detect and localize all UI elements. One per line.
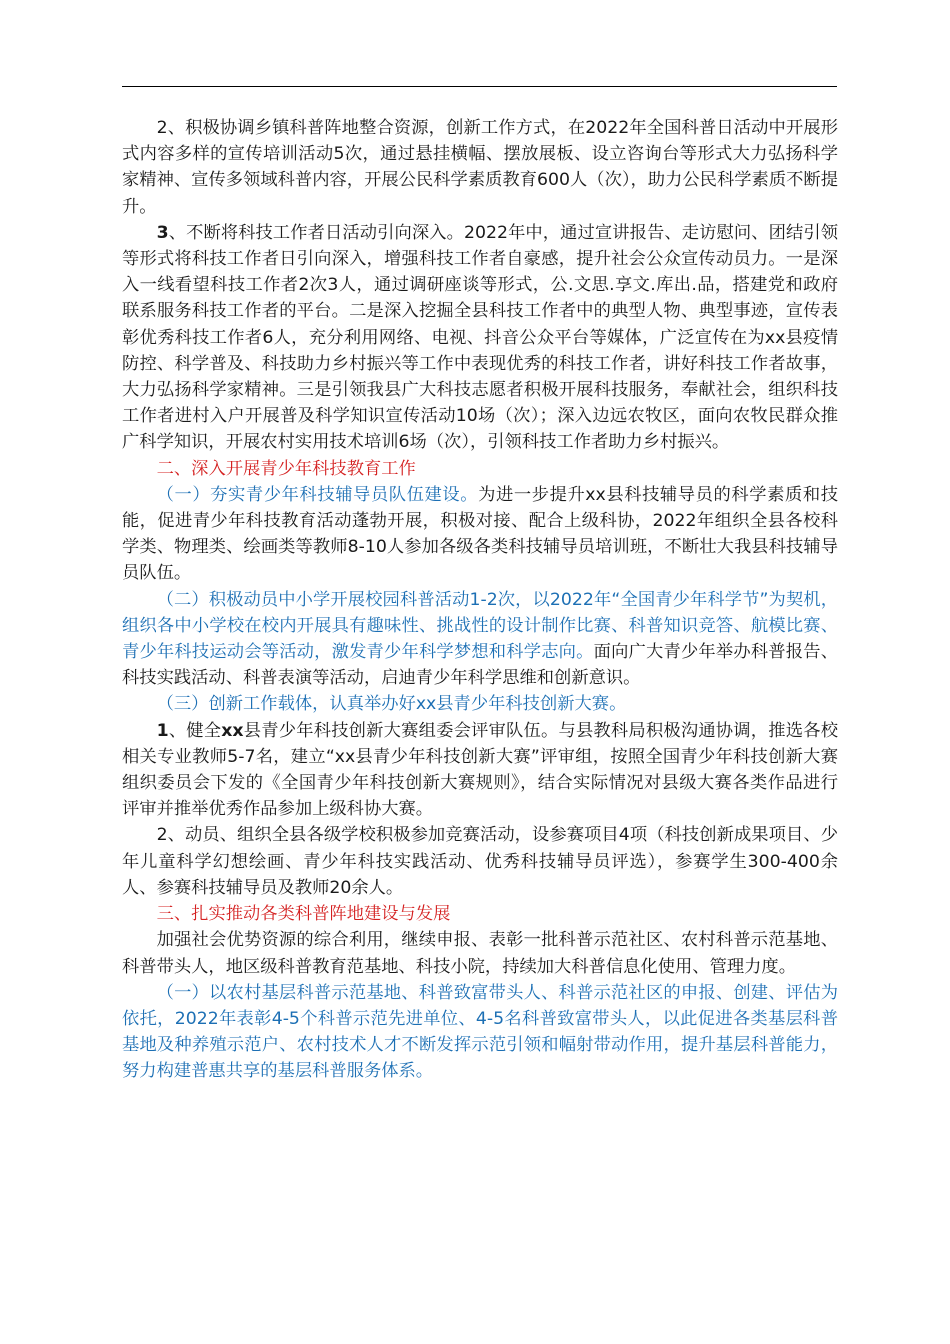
- county-placeholder: xx: [221, 720, 244, 741]
- section-heading-youth-education: 二、深入开展青少年科技教育工作: [156, 458, 416, 479]
- paragraph-text: 、不断将科技工作者日活动引向深入。2022年中，通过宣讲报告、走访慰问、团结引领等形式将科技工作者日引向深入，增强科技工作者自豪感，提升社会公众宣传动员力。一是深入一线看望科技工作者2次3人，通过调研座谈等形式，公.文思.享文.库出.品，搭建党和政府联系服务科技工作者的平台。二是深入挖掘全县科技工作者中的典型人物、典型事迹，宣传表彰优秀科技工作者6人，充分利用网络、电视、抖音公众平台等媒体，广泛宣传在为xx县疫情防控、科学普及、科技助力乡村振兴等工作中表现优秀的科技工作者，讲好科技工作者故事，大力弘扬科学家精神。三是引领我县广大科技志愿者积极开展科技服务，奉献社会，组织科技工作者进村入户开展普及科学知识宣传活动10场（次）；深入边远农牧区，面向农牧民群众推广科学知识，开展农村实用技术培训6场（次），引领科技工作者助力乡村振兴。: [122, 222, 838, 453]
- header-rule: [122, 86, 837, 87]
- paragraph-demonstration-bases: （一）以农村基层科普示范基地、科普致富带头人、科普示范社区的申报、创建、评估为依托，2022年表彰4-5个科普示范先进单位、4-5名科普致富带头人，以此促进各类基层科普基地及种养殖示范户、农村技术人才不断发挥示范引领和幅射带动作用，提升基层科普能力，努力构建普惠共享的基层科普服务体系。: [122, 982, 838, 1082]
- paragraph-text: 面向广大青少年举办科普报告、科技实践活动、科普表演等活动，启迪青少年科学思维和创新意识。: [122, 642, 838, 689]
- paragraph-campus-activities: [122, 587, 838, 692]
- document-body: [122, 115, 838, 1085]
- subheading-innovation-contest: （三）创新工作载体，认真举办好xx县青少年科技创新大赛。: [156, 694, 627, 715]
- paragraph-competition: 2、动员、组织全县各级学校积极参加竞赛活动，设参赛项目4项（科技创新成果项目、少年儿童科学幻想绘画、青少年科技实践活动、优秀科技辅导员评选），参赛学生300-400余人、参赛科技辅导员及教师20余人。: [122, 825, 838, 898]
- item-number: 1: [156, 720, 169, 741]
- subheading-campus-activities: （二）积极动员中小学开展校园科普活动1-2次，以2022年“全国青少年科学节”为契机，组织各中小学校在校内开展具有趣味性、挑战性的设计制作比赛、科普知识竞答、航模比赛、青少年科技运动会等活动，激发青少年科学梦想和科学志向。: [122, 589, 838, 663]
- paragraph-tech-worker-day: [122, 220, 838, 456]
- paragraph-review-team: [122, 718, 838, 823]
- section-heading-science-bases: 三、扎实推动各类科普阵地建设与发展: [156, 904, 451, 925]
- paragraph-text: 、健全: [168, 720, 222, 741]
- paragraph-counselor-team: [122, 482, 838, 587]
- subheading-counselor-team: （一）夯实青少年科技辅导员队伍建设。: [156, 484, 479, 505]
- paragraph-text: 为进一步提升xx县科技辅导员的科学素质和技能，促进青少年科技教育活动蓬勃开展，积极对接、配合上级科协，2022年组织全县各校科学类、物理类、绘画类等教师8-10人参加各级各类科技辅导员培训班，不断壮大我县科技辅导员队伍。: [122, 484, 838, 584]
- paragraph-text: 县青少年科技创新大赛组委会评审队伍。与县教科局积极沟通协调，推选各校相关专业教师5-7名，建立“xx县青少年科技创新大赛”评审组，按照全国青少年科技创新大赛组织委员会下发的《全国青少年科技创新大赛规则》，结合实际情况对县级大赛各类作品进行评审并推举优秀作品参加上级科协大赛。: [122, 720, 838, 820]
- paragraph-resources: 加强社会优势资源的综合利用，继续申报、表彰一批科普示范社区、农村科普示范基地、科普带头人，地区级科普教育范基地、科技小院，持续加大科普信息化使用、管理力度。: [122, 930, 838, 977]
- item-number: 3: [156, 222, 169, 243]
- paragraph-science-day: 2、积极协调乡镇科普阵地整合资源，创新工作方式，在2022年全国科普日活动中开展形式内容多样的宣传培训活动5次，通过悬挂横幅、摆放展板、设立咨询台等形式大力弘扬科学家精神、宣传多领域科普内容，开展公民科学素质教育600人（次），助力公民科学素质不断提升。: [122, 118, 838, 217]
